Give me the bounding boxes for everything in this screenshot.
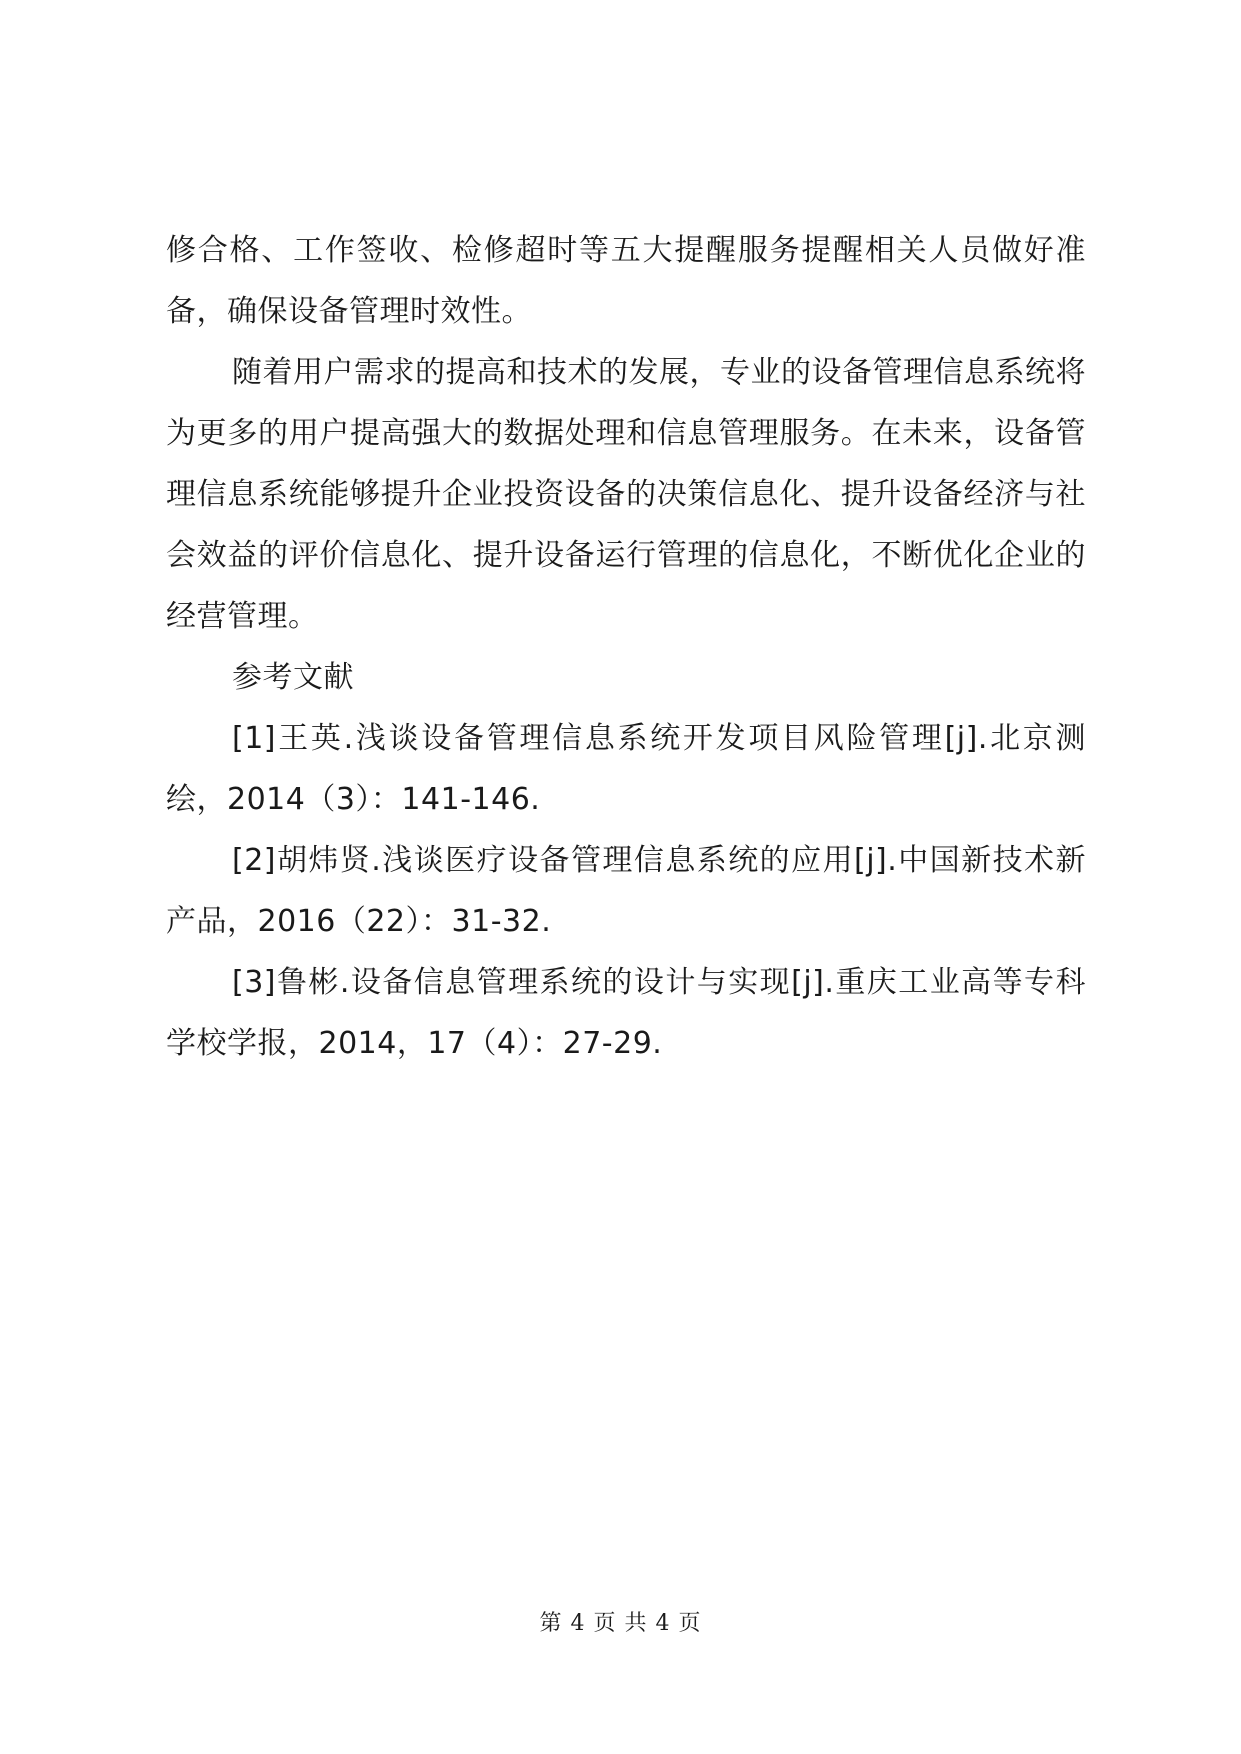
paragraph-continued: 修合格、工作签收、检修超时等五大提醒服务提醒相关人员做好准备，确保设备管理时效性。 (166, 233, 1086, 329)
document-body (166, 220, 1086, 1074)
page-footer: 第 4 页 共 4 页 (539, 1611, 702, 1636)
reference-item-3: [3]鲁彬.设备信息管理系统的设计与实现[j].重庆工业高等专科学校学报，2014，17（4）：27-29. (166, 965, 1086, 1061)
reference-item-1: [1]王英.浅谈设备管理信息系统开发项目风险管理[j].北京测绘，2014（3）：141-146. (166, 721, 1086, 817)
reference-item-2: [2]胡炜贤.浅谈医疗设备管理信息系统的应用[j].中国新技术新产品，2016（22）：31-32. (166, 843, 1086, 939)
paragraph-outlook: 随着用户需求的提高和技术的发展，专业的设备管理信息系统将为更多的用户提高强大的数据处理和信息管理服务。在未来，设备管理信息系统能够提升企业投资设备的决策信息化、提升设备经济与社会效益的评价信息化、提升设备运行管理的信息化，不断优化企业的经营管理。 (166, 355, 1086, 634)
references-heading: 参考文献 (232, 660, 354, 695)
